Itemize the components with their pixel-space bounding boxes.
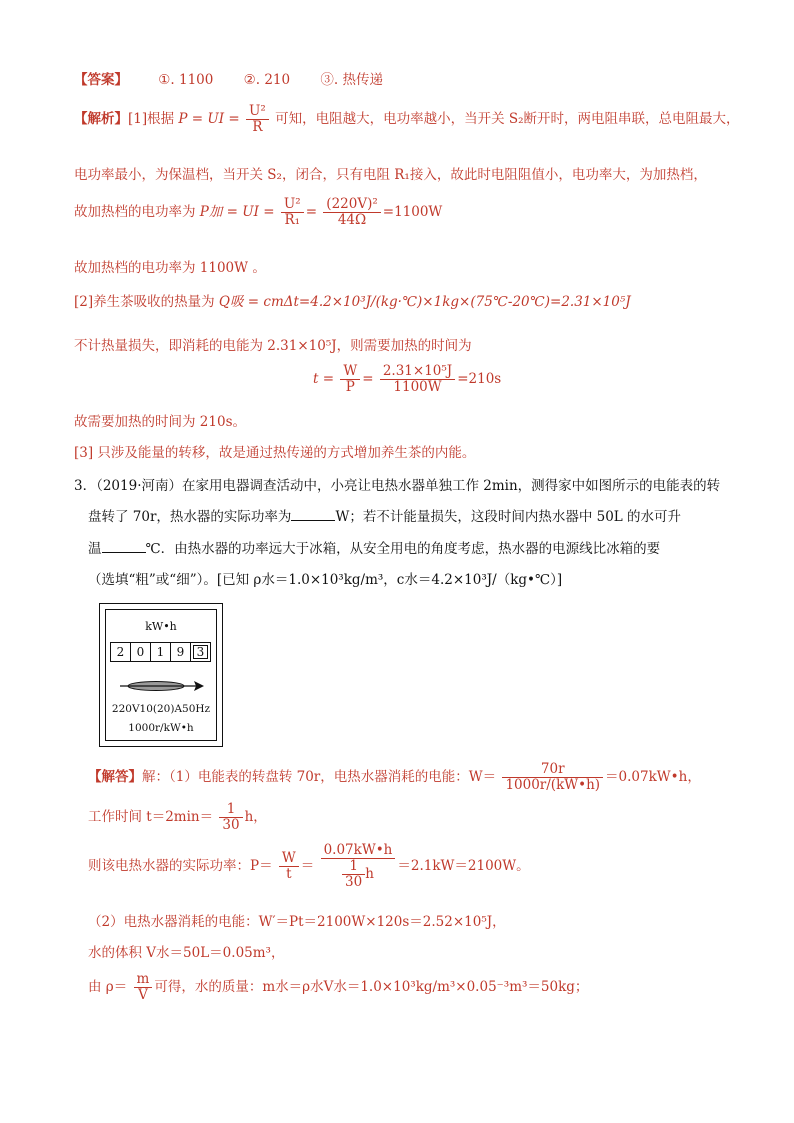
meter-digit: 3 (190, 642, 211, 662)
question-line-3: 温 ℃．由热水器的功率远大于冰箱，从安全用电的角度考虑，热水器的电源线比冰箱的要 (88, 541, 661, 557)
fraction: $\frac{70r}{1000r/(kW•h)}$ (502, 762, 603, 793)
answer-item: ③. 热传递 (320, 72, 383, 88)
fraction: $\frac{W}{P}$ (340, 364, 360, 395)
fraction: $\frac{\text{U²}}{R}$ (246, 104, 269, 135)
meter-digit: 2 (110, 642, 131, 662)
analysis-line-2: 电功率最小，为保温档，当开关 S₂，闭合，只有电阻 R₁接入，故此时电阻阻值小，电功率大，为加热档， (74, 167, 707, 183)
analysis-line-8: 故需要加热的时间为 210s。 (74, 414, 246, 430)
meter-digits (110, 642, 210, 662)
fraction: $\frac{W}{t}$ (279, 851, 299, 882)
solution-line-4: （2）电热水器消耗的电能：W′＝Pt＝2100W×120s＝2.52×10⁵J， (88, 914, 506, 930)
meter-digit: 0 (130, 642, 151, 662)
fraction: 0.07kW•h $\frac{1}{30}$ h (321, 843, 396, 890)
answer-item: ①. 1100 (158, 72, 214, 88)
fraction: $\frac{\text{U²}}{\text{R₁}}$ (281, 197, 304, 228)
meter-unit: kW•h (145, 620, 177, 633)
analysis-line-9: [3] 只涉及能量的转移，故是通过热传递的方式增加养生茶的内能。 (74, 445, 476, 461)
meter-digit: 9 (170, 642, 191, 662)
analysis-line-1: 【解析】[1]根据 P = UI = $\frac{\text{U²}}{R}$ 可知，电阻越大，电功率越小，当开关 S₂断开时，两电阻串联，总电阻最大， (74, 103, 740, 135)
solution-line-3: 则该电热水器的实际功率：P＝ $\frac{W}{t}$ ＝ 0.07kW•h $\frac{1}{30}$ h ＝2.1kW＝2100W。 (88, 842, 530, 890)
solution-line-1: 【解答】解：（1）电能表的转盘转 70r，电热水器消耗的电能：W＝ $\frac{70r}{1000r/(kW•h)}$ ＝0.07kW•h， (88, 761, 701, 793)
fraction: $\frac{1}{30}$ (219, 802, 242, 833)
answer-line (74, 68, 383, 88)
fraction: $\frac{\text{(220V)²}}{44\Omega}$ (323, 197, 380, 228)
analysis-line-5: [2]养生茶吸收的热量为 Q吸 = cmΔt=4.2×10³J/(kg·℃)×1kg×(75℃-20℃)=2.31×10⁵J (74, 294, 631, 310)
answer-label: 【答案】 (74, 72, 128, 88)
energy-meter-panel (105, 609, 217, 741)
answer-blank (102, 540, 146, 553)
analysis-line-7: t = $\frac{W}{P}$ = $\frac{\text{2.31×10⁵J}}{1100W}$ =210s (313, 363, 502, 395)
meter-rate: 1000r/kW•h (128, 722, 194, 734)
question-line-1: 3．（2019·河南）在家用电器调查活动中，小亮让电热水器单独工作 2min，测得家中如图所示的电能表的转 (74, 478, 721, 494)
solution-line-6: 由 ρ＝ $\frac{m}{V}$ 可得，水的质量：m水＝ρ水V水＝1.0×10³kg/m³×0.05⁻³m³＝50kg； (88, 971, 589, 1003)
question-line-2: 盘转了 70r，热水器的实际功率为 W；若不计能量损失，这段时间内热水器中 50L 的水可升 (88, 509, 682, 525)
answer-blank (291, 508, 335, 521)
meter-digit: 1 (150, 642, 171, 662)
solution-line-2: 工作时间 t＝2min＝ $\frac{1}{30}$ h， (88, 801, 267, 833)
fraction: $\frac{\text{2.31×10⁵J}}{1100W}$ (380, 364, 455, 395)
question-line-4: （选填“粗”或“细”）。[已知 ρ水＝1.0×10³kg/m³，c水＝4.2×10³J/（kg•℃）] (88, 572, 563, 588)
meter-spec: 220V10(20)A50Hz (111, 703, 211, 715)
analysis-line-3: 故加热档的电功率为 P加 = UI = $\frac{\text{U²}}{\text{R₁}}$ = $\frac{\text{(220V)²}}{44\Omega}$ =1100W (74, 196, 443, 228)
analysis-line-4: 故加热档的电功率为 1100W 。 (74, 260, 266, 276)
solution-label: 【解答】 (88, 769, 142, 785)
answer-item: ②. 210 (243, 72, 291, 88)
meter-disk-icon (120, 678, 204, 694)
analysis-line-6: 不计热量损失，即消耗的电能为 2.31×10⁵J，则需要加热的时间为 (74, 338, 472, 354)
fraction: $\frac{m}{V}$ (134, 972, 153, 1003)
energy-meter-figure (99, 603, 223, 747)
fraction: $\frac{1}{30}$ (342, 859, 365, 890)
solution-line-5: 水的体积 V水＝50L＝0.05m³， (88, 945, 285, 961)
analysis-label: 【解析】 (74, 111, 128, 127)
